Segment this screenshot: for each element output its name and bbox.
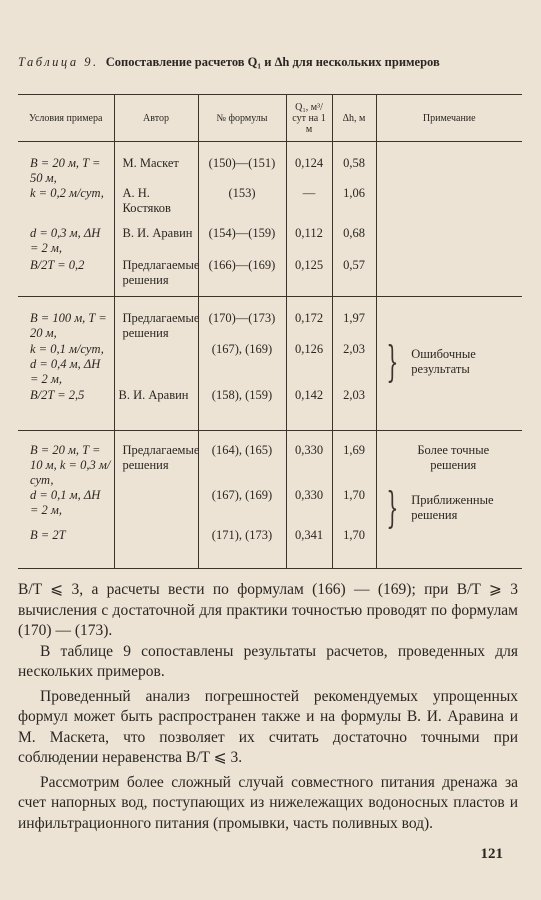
cell-note: [376, 388, 522, 430]
cell-q1: 0,126: [286, 342, 332, 388]
cell-author: В. И. Аравин: [114, 388, 198, 430]
table-row: [18, 430, 522, 488]
paragraph: Рассмотрим более сложный случай совместного питания дренажа за счет напорных вод, поступающих из нижележащих водоносных пластов и инфильтрационного питания (промывки, часть поливных вод).: [18, 773, 518, 832]
cell-author: [114, 342, 198, 388]
cell-dh: 1,69: [332, 430, 376, 488]
table-row: [18, 258, 522, 296]
cell-q1: —: [286, 186, 332, 226]
cell-q1: 0,330: [286, 488, 332, 528]
cell-conditions: B = 2T: [18, 528, 114, 568]
cell-note: [376, 296, 522, 342]
note-text: Ошибочные результаты: [411, 347, 476, 376]
cell-dh: 1,70: [332, 528, 376, 568]
cell-author: [114, 528, 198, 568]
cell-formula: (171), (173): [198, 528, 286, 568]
cell-conditions: B/2T = 0,2: [18, 258, 114, 296]
cell-conditions: B = 20 м, T = 50 м,: [30, 156, 101, 185]
cell-q1: 0,330: [286, 430, 332, 488]
cell-note: [376, 226, 522, 258]
cell-formula: (164), (165): [198, 430, 286, 488]
cell-formula: (167), (169): [198, 488, 286, 528]
table-label: Таблица 9.: [18, 55, 99, 69]
cell-q1: 0,341: [286, 528, 332, 568]
cell-conditions: B/2T = 2,5: [18, 388, 114, 430]
header-dh: Δh, м: [332, 95, 376, 142]
cell-dh: 0,68: [332, 226, 376, 258]
cell-author: В. И. Аравин: [114, 226, 198, 258]
cell-dh: 0,58: [332, 142, 376, 187]
cell-dh: 1,97: [332, 296, 376, 342]
paragraph: Проведенный анализ погрешностей рекомендуемых упрощенных формул может быть распространен также и на формулы В. И. Аравина и М. Маскета, что позволяет их считать достаточно точными при соблюдении неравенства B/T ⩽ 3.: [18, 687, 518, 766]
cell-dh: 0,57: [332, 258, 376, 296]
cell-note: [376, 258, 522, 296]
cell-dh: 1,06: [332, 186, 376, 226]
table-row: [18, 528, 522, 568]
cell-conditions: d = 0,3 м, ΔH = 2 м,: [30, 226, 101, 255]
cell-conditions: k = 0,2 м/сут,: [30, 186, 104, 200]
cell-q1: 0,172: [286, 296, 332, 342]
cell-dh: 2,03: [332, 342, 376, 388]
header-note: Примечание: [376, 95, 522, 142]
paragraph: В таблице 9 сопоставлены результаты расчетов, проведенных для нескольких примеров.: [18, 642, 518, 680]
table-row: [18, 226, 522, 258]
cell-note: [376, 186, 522, 226]
brace-icon: }: [385, 483, 398, 532]
body-text: [18, 580, 518, 834]
cell-formula: (150)—(151): [198, 142, 286, 187]
cell-note: [376, 337, 522, 388]
cell-author: Предлагаемые решения: [114, 430, 198, 488]
cell-q1: 0,125: [286, 258, 332, 296]
cell-formula: (158), (159): [198, 388, 286, 430]
cell-dh: 1,70: [332, 488, 376, 528]
brace-icon: }: [385, 337, 398, 386]
page-number: 121: [480, 846, 503, 862]
table-caption: [18, 55, 518, 70]
cell-conditions: d = 0,1 м, ΔH = 2 м,: [30, 488, 101, 517]
header-formula: № формулы: [198, 95, 286, 142]
cell-formula: (167), (169): [198, 342, 286, 388]
cell-author: [114, 488, 198, 528]
paragraph: B/T ⩽ 3, а расчеты вести по формулам (166) — (169); при B/T ⩾ 3 вычисления с достаточной для практики точностью проводят по формулам (170) — (173).: [18, 581, 518, 639]
table-header-row: [18, 95, 522, 142]
cell-author: Предлагаемые решения: [114, 296, 198, 342]
cell-q1: 0,124: [286, 142, 332, 187]
table-row: [18, 488, 522, 528]
note-group: [379, 337, 521, 386]
cell-note: [376, 528, 522, 568]
table-row: [18, 142, 522, 187]
cell-author: М. Маскет: [114, 142, 198, 187]
cell-author: А. Н. Костяков: [114, 186, 198, 226]
cell-note: [376, 142, 522, 187]
table-row: [18, 296, 522, 342]
cell-conditions: B = 20 м, T = 10 м, k = 0,3 м/сут,: [30, 442, 111, 487]
header-q1: Q₁, м³/сут на 1 м: [286, 95, 332, 142]
cell-conditions: B = 100 м, T = 20 м,: [30, 310, 107, 340]
cell-note: Более точные решения: [376, 430, 522, 488]
header-conditions: Условия примера: [18, 95, 114, 142]
cell-note: [376, 483, 522, 532]
cell-q1: 0,142: [286, 388, 332, 430]
cell-q1: 0,112: [286, 226, 332, 258]
cell-formula: (154)—(159): [198, 226, 286, 258]
comparison-table: [18, 94, 522, 569]
cell-formula: (166)—(169): [198, 258, 286, 296]
header-author: Автор: [114, 95, 198, 142]
cell-formula: (170)—(173): [198, 296, 286, 342]
table-row: [18, 342, 522, 388]
cell-conditions: k = 0,1 м/сут, d = 0,4 м, ΔH = 2 м,: [30, 342, 104, 386]
note-group: [379, 483, 521, 532]
cell-formula: (153): [198, 186, 286, 226]
cell-author: Предлагаемые решения: [114, 258, 198, 296]
table-row: [18, 186, 522, 226]
table-title: Сопоставление расчетов Q₁ и Δh для нескольких примеров: [105, 55, 440, 69]
note-text: Приближенные решения: [411, 493, 494, 522]
table-row: [18, 388, 522, 430]
cell-dh: 2,03: [332, 388, 376, 430]
